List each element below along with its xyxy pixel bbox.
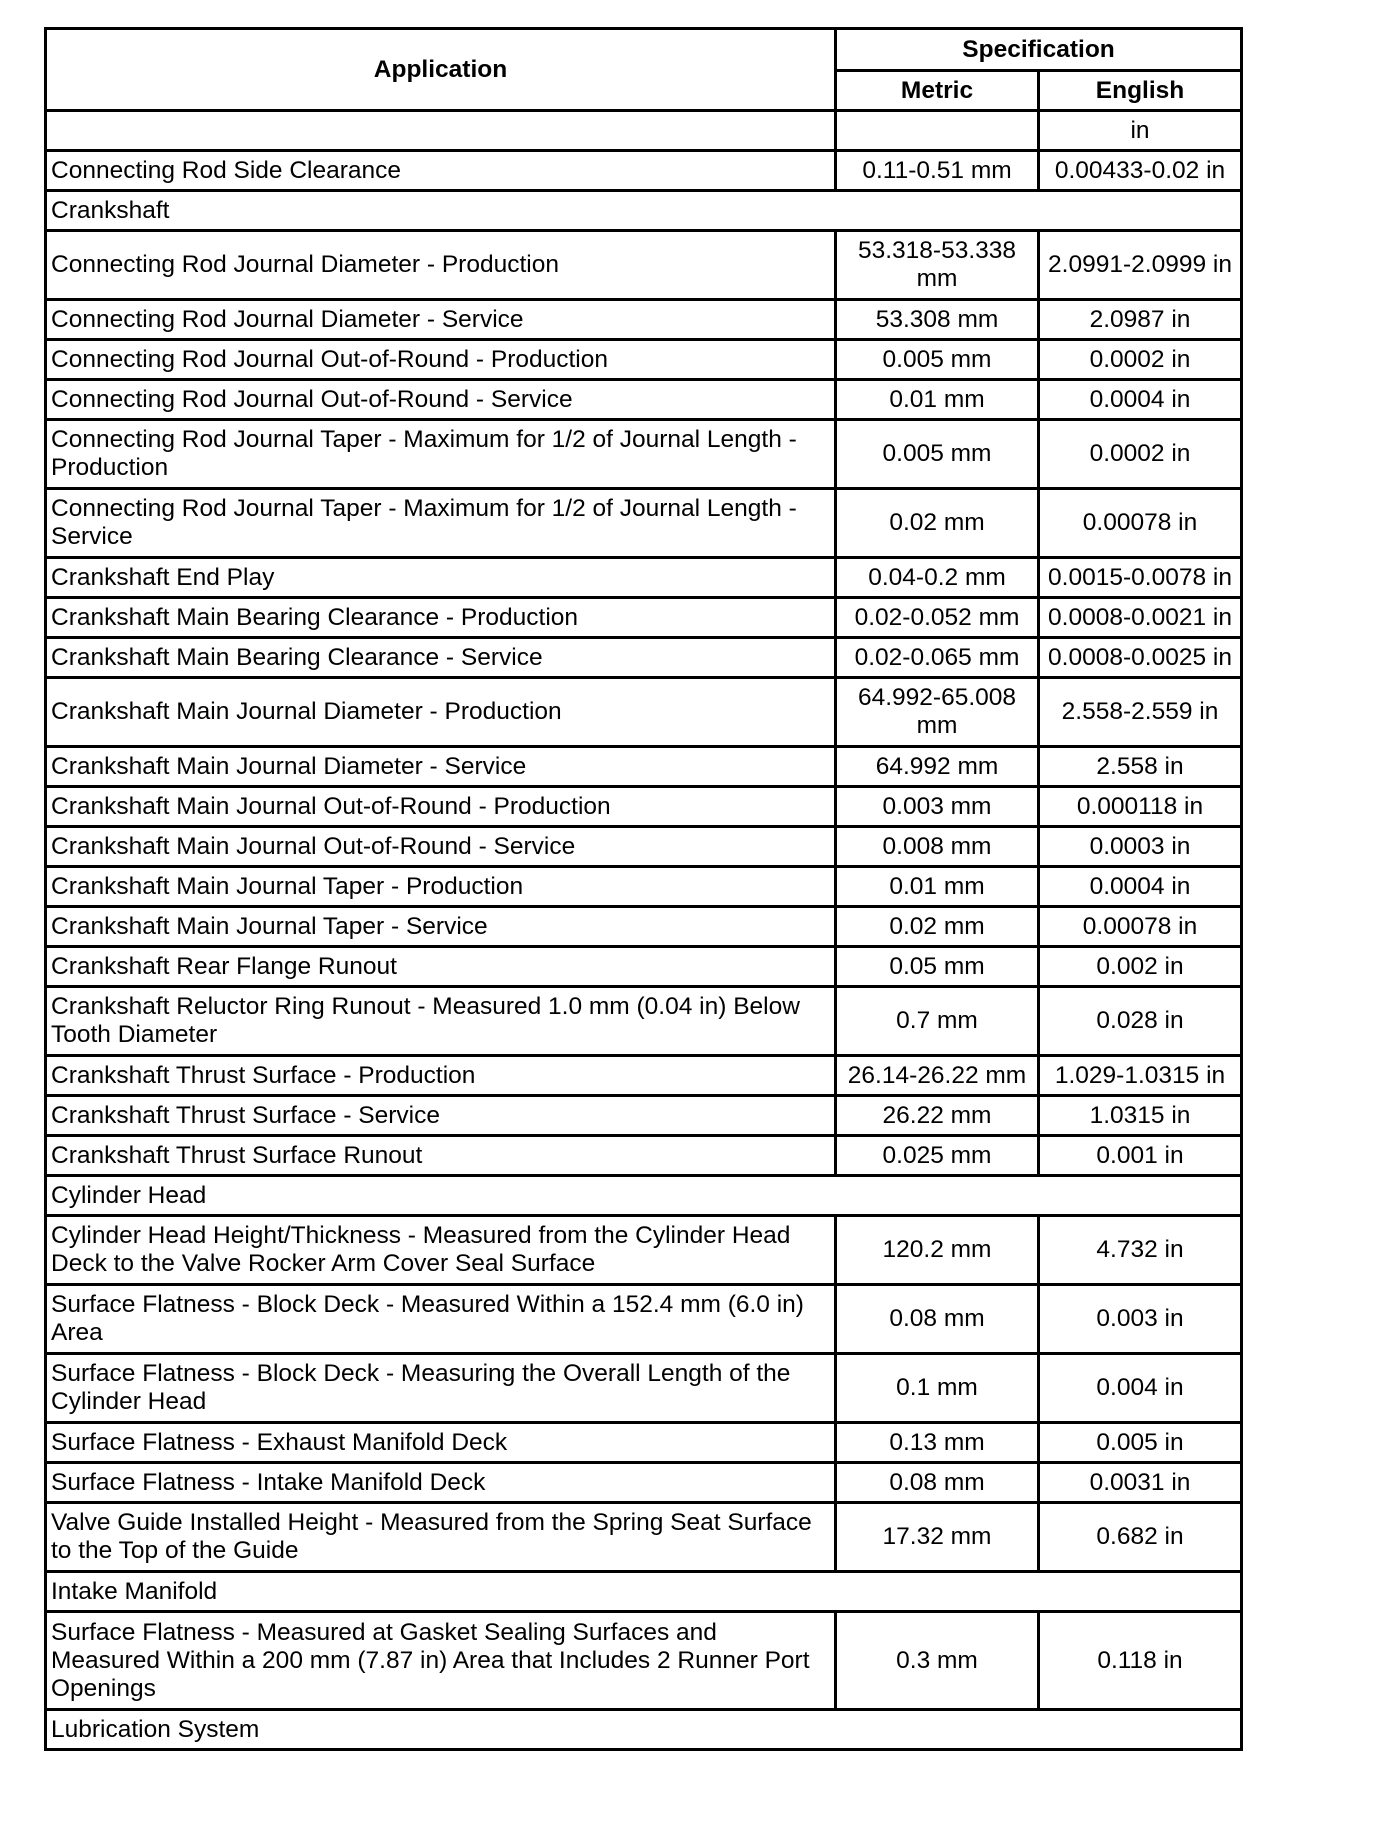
metric-cell: 0.7 mm — [836, 987, 1039, 1056]
specification-column-header: Specification — [836, 29, 1242, 71]
english-cell: 0.0031 in — [1039, 1463, 1242, 1503]
table-row — [46, 827, 1242, 867]
metric-cell: 17.32 mm — [836, 1503, 1039, 1572]
table-row — [46, 420, 1242, 489]
metric-cell: 0.02 mm — [836, 489, 1039, 558]
table-row — [46, 1056, 1242, 1096]
application-cell: Crankshaft Main Bearing Clearance - Production — [46, 598, 836, 638]
english-cell: 0.00078 in — [1039, 489, 1242, 558]
application-cell: Crankshaft Main Journal Diameter - Service — [46, 747, 836, 787]
application-cell: Connecting Rod Journal Taper - Maximum for 1/2 of Journal Length - Service — [46, 489, 836, 558]
table-row — [46, 638, 1242, 678]
metric-cell: 64.992-65.008 mm — [836, 678, 1039, 747]
table-row — [46, 489, 1242, 558]
application-cell: Surface Flatness - Measured at Gasket Sealing Surfaces and Measured Within a 200 mm (7.87 in) Area that Includes 2 Runner Port Openings — [46, 1612, 836, 1710]
application-cell: Crankshaft Main Journal Out-of-Round - Service — [46, 827, 836, 867]
section-title: Intake Manifold — [46, 1572, 1242, 1612]
table-row — [46, 947, 1242, 987]
application-cell: Crankshaft Reluctor Ring Runout - Measured 1.0 mm (0.04 in) Below Tooth Diameter — [46, 987, 836, 1056]
application-cell: Surface Flatness - Block Deck - Measured Within a 152.4 mm (6.0 in) Area — [46, 1285, 836, 1354]
application-cell: Crankshaft Main Journal Out-of-Round - Production — [46, 787, 836, 827]
metric-cell: 0.08 mm — [836, 1285, 1039, 1354]
metric-cell: 0.08 mm — [836, 1463, 1039, 1503]
metric-cell: 0.02-0.065 mm — [836, 638, 1039, 678]
table-header — [46, 29, 1242, 111]
table-row — [46, 300, 1242, 340]
application-cell: Connecting Rod Journal Out-of-Round - Service — [46, 380, 836, 420]
english-cell: 2.558 in — [1039, 747, 1242, 787]
english-cell: 0.0008-0.0025 in — [1039, 638, 1242, 678]
section-title: Lubrication System — [46, 1710, 1242, 1750]
application-cell: Crankshaft Thrust Surface Runout — [46, 1136, 836, 1176]
english-cell: 0.001 in — [1039, 1136, 1242, 1176]
metric-cell: 26.14-26.22 mm — [836, 1056, 1039, 1096]
table-row — [46, 1423, 1242, 1463]
english-cell: 0.0002 in — [1039, 340, 1242, 380]
metric-column-header: Metric — [836, 71, 1039, 111]
application-cell: Crankshaft End Play — [46, 558, 836, 598]
english-cell: 4.732 in — [1039, 1216, 1242, 1285]
table-row — [46, 1096, 1242, 1136]
section-header-cylinder-head — [46, 1176, 1242, 1216]
english-cell: 0.003 in — [1039, 1285, 1242, 1354]
metric-cell: 0.13 mm — [836, 1423, 1039, 1463]
table-row — [46, 598, 1242, 638]
application-cell: Surface Flatness - Exhaust Manifold Deck — [46, 1423, 836, 1463]
section-header-intake-manifold — [46, 1572, 1242, 1612]
table-row — [46, 747, 1242, 787]
english-cell: 0.0004 in — [1039, 380, 1242, 420]
metric-cell: 0.05 mm — [836, 947, 1039, 987]
table-row — [46, 1463, 1242, 1503]
unit-row-metric — [836, 111, 1039, 151]
application-cell: Valve Guide Installed Height - Measured from the Spring Seat Surface to the Top of the Guide — [46, 1503, 836, 1572]
table-row — [46, 1216, 1242, 1285]
section-header-lubrication-system — [46, 1710, 1242, 1750]
unit-row-english: in — [1039, 111, 1242, 151]
metric-cell: 0.003 mm — [836, 787, 1039, 827]
metric-cell: 120.2 mm — [836, 1216, 1039, 1285]
table-row — [46, 231, 1242, 300]
english-cell: 1.029-1.0315 in — [1039, 1056, 1242, 1096]
english-cell: 0.0008-0.0021 in — [1039, 598, 1242, 638]
metric-cell: 0.008 mm — [836, 827, 1039, 867]
english-cell: 1.0315 in — [1039, 1096, 1242, 1136]
english-cell: 0.682 in — [1039, 1503, 1242, 1572]
table-row — [46, 1354, 1242, 1423]
table-row — [46, 1136, 1242, 1176]
english-cell: 0.118 in — [1039, 1612, 1242, 1710]
table-row — [46, 1503, 1242, 1572]
metric-cell: 26.22 mm — [836, 1096, 1039, 1136]
metric-cell: 0.02-0.052 mm — [836, 598, 1039, 638]
english-cell: 0.005 in — [1039, 1423, 1242, 1463]
metric-cell: 0.005 mm — [836, 340, 1039, 380]
english-cell: 0.004 in — [1039, 1354, 1242, 1423]
application-cell: Crankshaft Main Journal Taper - Production — [46, 867, 836, 907]
metric-cell: 0.01 mm — [836, 380, 1039, 420]
table-row — [46, 1612, 1242, 1710]
english-cell: 0.00433-0.02 in — [1039, 151, 1242, 191]
table-row — [46, 907, 1242, 947]
application-cell: Crankshaft Thrust Surface - Production — [46, 1056, 836, 1096]
english-cell: 0.0003 in — [1039, 827, 1242, 867]
table-row — [46, 787, 1242, 827]
english-cell: 0.000118 in — [1039, 787, 1242, 827]
section-title: Cylinder Head — [46, 1176, 1242, 1216]
table-row — [46, 678, 1242, 747]
metric-cell: 0.3 mm — [836, 1612, 1039, 1710]
specification-table — [44, 27, 1243, 1751]
english-cell: 0.028 in — [1039, 987, 1242, 1056]
metric-cell: 0.04-0.2 mm — [836, 558, 1039, 598]
metric-cell: 53.308 mm — [836, 300, 1039, 340]
english-cell: 0.00078 in — [1039, 907, 1242, 947]
application-cell: Crankshaft Main Journal Diameter - Production — [46, 678, 836, 747]
application-cell: Crankshaft Main Bearing Clearance - Service — [46, 638, 836, 678]
table-row — [46, 340, 1242, 380]
application-cell: Cylinder Head Height/Thickness - Measured from the Cylinder Head Deck to the Valve Rocker Arm Cover Seal Surface — [46, 1216, 836, 1285]
english-cell: 2.558-2.559 in — [1039, 678, 1242, 747]
metric-cell: 53.318-53.338 mm — [836, 231, 1039, 300]
application-cell: Connecting Rod Side Clearance — [46, 151, 836, 191]
metric-cell: 0.025 mm — [836, 1136, 1039, 1176]
application-cell: Connecting Rod Journal Taper - Maximum for 1/2 of Journal Length - Production — [46, 420, 836, 489]
application-cell: Crankshaft Main Journal Taper - Service — [46, 907, 836, 947]
application-cell: Crankshaft Rear Flange Runout — [46, 947, 836, 987]
table-row — [46, 558, 1242, 598]
english-cell: 0.0015-0.0078 in — [1039, 558, 1242, 598]
application-cell: Connecting Rod Journal Diameter - Service — [46, 300, 836, 340]
unit-row — [46, 111, 1242, 151]
metric-cell: 0.02 mm — [836, 907, 1039, 947]
english-cell: 0.0002 in — [1039, 420, 1242, 489]
section-header-crankshaft — [46, 191, 1242, 231]
table-row — [46, 151, 1242, 191]
english-cell: 2.0991-2.0999 in — [1039, 231, 1242, 300]
metric-cell: 0.005 mm — [836, 420, 1039, 489]
application-cell: Surface Flatness - Intake Manifold Deck — [46, 1463, 836, 1503]
table-row — [46, 987, 1242, 1056]
english-column-header: English — [1039, 71, 1242, 111]
metric-cell: 0.11-0.51 mm — [836, 151, 1039, 191]
metric-cell: 0.1 mm — [836, 1354, 1039, 1423]
english-cell: 0.0004 in — [1039, 867, 1242, 907]
metric-cell: 0.01 mm — [836, 867, 1039, 907]
table-row — [46, 867, 1242, 907]
table-row — [46, 1285, 1242, 1354]
application-column-header: Application — [46, 29, 836, 111]
unit-row-application — [46, 111, 836, 151]
section-title: Crankshaft — [46, 191, 1242, 231]
english-cell: 0.002 in — [1039, 947, 1242, 987]
table-row — [46, 380, 1242, 420]
application-cell: Connecting Rod Journal Diameter - Production — [46, 231, 836, 300]
application-cell: Connecting Rod Journal Out-of-Round - Production — [46, 340, 836, 380]
application-cell: Crankshaft Thrust Surface - Service — [46, 1096, 836, 1136]
metric-cell: 64.992 mm — [836, 747, 1039, 787]
english-cell: 2.0987 in — [1039, 300, 1242, 340]
application-cell: Surface Flatness - Block Deck - Measuring the Overall Length of the Cylinder Head — [46, 1354, 836, 1423]
